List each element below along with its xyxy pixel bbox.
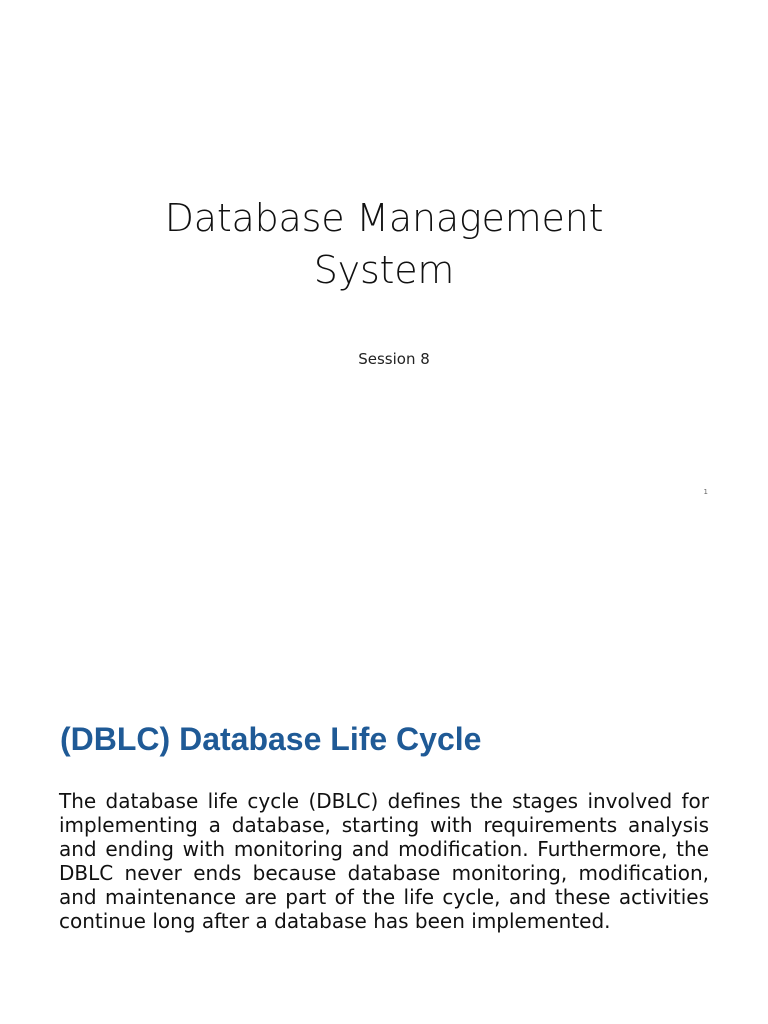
body-paragraph: The database life cycle (DBLC) defines the stages involved for implementing a database, starting with requirements analysis and ending with monitoring and modification. Furthermore, the DBLC never ends because database monitoring, modification, and maintenance are part of the life cycle, and these activities continue long after a database has been implemented. <box>59 789 709 933</box>
page-title <box>0 192 768 296</box>
session-subtitle: Session 8 <box>358 350 430 368</box>
section-heading: (DBLC) Database Life Cycle <box>60 721 482 757</box>
title-line-1: Database Management <box>164 196 604 240</box>
title-block <box>0 192 768 296</box>
title-line-2: System <box>313 248 455 292</box>
content-slide <box>0 512 768 1024</box>
page-number: 1 <box>703 488 708 496</box>
